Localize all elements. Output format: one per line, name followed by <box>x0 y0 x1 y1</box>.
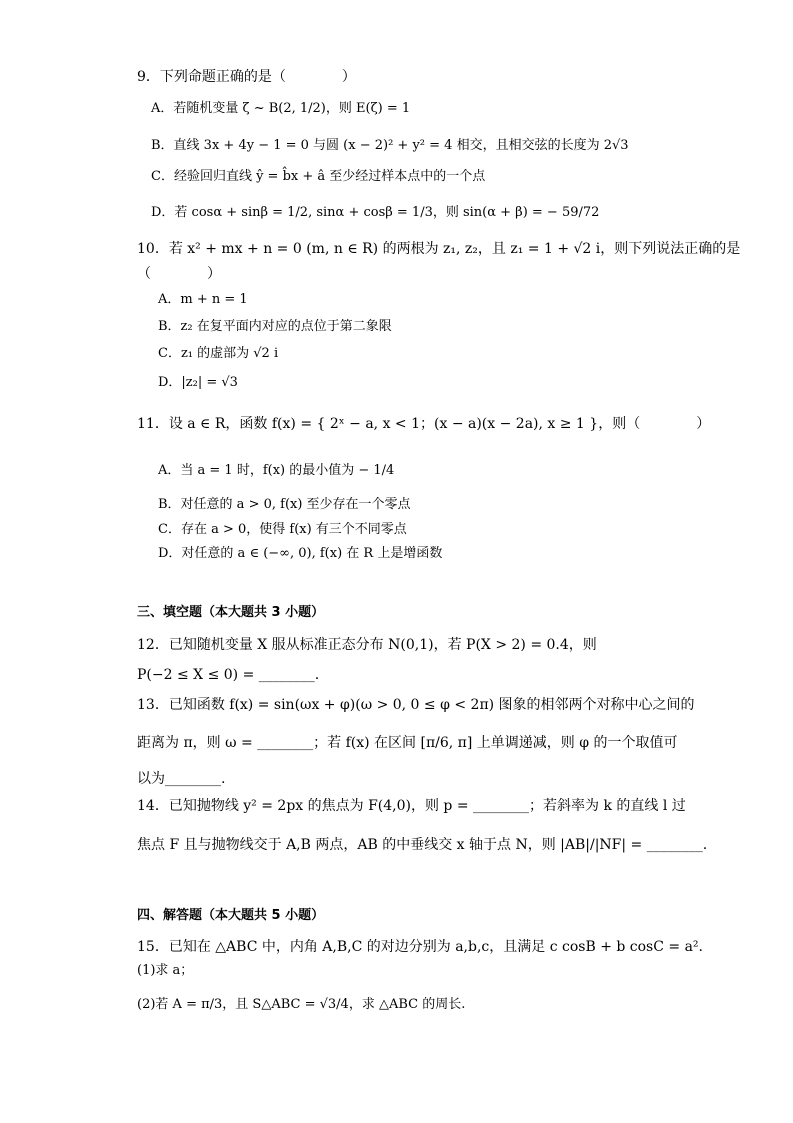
question-12-line-1: 12．已知随机变量 X 服从标准正态分布 N(0,1)，若 P(X > 2) = 0.4，则 <box>137 637 597 653</box>
question-9-option-c: C．经验回归直线 ŷ = b̂x + â 至少经过样本点中的一个点 <box>151 169 486 184</box>
question-15-part-2: (2)若 A = π/3，且 S△ABC = √3/4，求 △ABC 的周长. <box>137 997 466 1012</box>
question-9-option-b: B．直线 3x + 4y − 1 = 0 与圆 (x − 2)² + y² = 4 相交，且相交弦的长度为 2√3 <box>151 138 629 153</box>
question-15-stem: 15．已知在 △ABC 中，内角 A,B,C 的对边分别为 a,b,c，且满足 c cosB + b cosC = a². <box>137 939 703 955</box>
question-9-stem: 9．下列命题正确的是（ ） <box>137 69 356 85</box>
question-13-line-2: 距离为 π，则 ω = ________；若 f(x) 在区间 [π/6, π] 上单调递减，则 φ 的一个取值可 <box>137 735 678 751</box>
question-10-option-d: D．|z₂| = √3 <box>158 375 238 390</box>
question-11-option-d: D．对任意的 a ∈ (−∞, 0), f(x) 在 R 上是增函数 <box>158 546 443 561</box>
question-11-stem: 11．设 a ∈ R，函数 f(x) = { 2ˣ − a, x < 1；(x − a)(x − 2a), x ≥ 1 }，则（ ） <box>137 416 711 432</box>
question-11-option-a: A．当 a = 1 时，f(x) 的最小值为 − 1/4 <box>158 463 395 478</box>
question-14-line-1: 14．已知抛物线 y² = 2px 的焦点为 F(4,0)，则 p = ________；若斜率为 k 的直线 l 过 <box>137 798 686 814</box>
question-10-option-a: A．m + n = 1 <box>158 292 248 307</box>
question-10-stem: 10．若 x² + mx + n = 0 (m, n ∈ R) 的两根为 z₁, z₂，且 z₁ = 1 + √2 i，则下列说法正确的是 <box>137 241 741 257</box>
question-13-line-1: 13．已知函数 f(x) = sin(ωx + φ)(ω > 0, 0 ≤ φ < 2π) 图象的相邻两个对称中心之间的 <box>137 697 695 713</box>
question-9-option-d: D．若 cosα + sinβ = 1/2, sinα + cosβ = 1/3，则 sin(α + β) = − 59/72 <box>151 205 600 220</box>
question-14-line-2: 焦点 F 且与抛物线交于 A,B 两点，AB 的中垂线交 x 轴于点 N，则 |AB|/|NF| = ________. <box>137 837 708 853</box>
question-11-option-b: B．对任意的 a > 0, f(x) 至少存在一个零点 <box>158 497 411 512</box>
question-11-option-c: C．存在 a > 0，使得 f(x) 有三个不同零点 <box>158 522 407 537</box>
question-13-line-3: 以为________. <box>137 771 226 787</box>
question-10-stem-cont: （ ） <box>137 266 221 282</box>
section-4-heading: 四、解答题（本大题共 5 小题） <box>137 908 325 923</box>
section-3-heading: 三、填空题（本大题共 3 小题） <box>137 605 325 620</box>
question-10-option-b: B．z₂ 在复平面内对应的点位于第二象限 <box>158 319 392 334</box>
question-10-option-c: C．z₁ 的虚部为 √2 i <box>158 346 279 361</box>
question-15-part-1: (1)求 a； <box>137 963 194 978</box>
question-12-line-2: P(−2 ≤ X ≤ 0) = ________. <box>137 667 320 683</box>
question-9-option-a: A．若随机变量 ζ ~ B(2, 1/2)，则 E(ζ) = 1 <box>151 101 411 116</box>
